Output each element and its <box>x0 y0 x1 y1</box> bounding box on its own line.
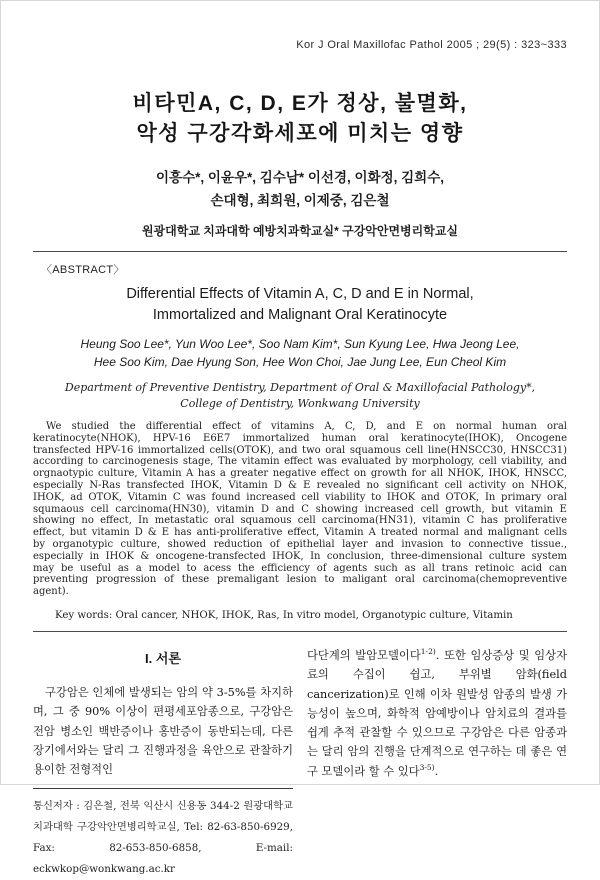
reference-superscript-2: 3-5) <box>419 762 435 772</box>
abstract-top-rule <box>33 251 567 252</box>
korean-authors-line2: 손대형, 최희원, 이제중, 김은철 <box>210 193 390 208</box>
english-authors-line2: Hee Soo Kim, Dae Hyung Son, Hee Won Choi, Jae Jung Lee, Eun Cheol Kim <box>93 355 507 369</box>
two-column-body <box>33 646 567 880</box>
english-article-title <box>1 284 599 326</box>
right-paragraph-text3: . <box>434 764 439 778</box>
introduction-heading: I. 서론 <box>145 650 181 666</box>
english-affiliation-line1: Department of Preventive Dentistry, Department of Oral & Maxillofacial Pathology*, <box>64 381 536 394</box>
abstract-bottom-rule <box>33 631 567 632</box>
footnote-divider <box>33 788 293 789</box>
journal-citation-header: Kor J Oral Maxillofac Pathol 2005 ; 29(5) : 323~333 <box>296 39 567 51</box>
korean-affiliation: 원광대학교 치과대학 예방치과학교실* 구강악안면병리학교실 <box>141 224 459 238</box>
introduction-right-paragraph <box>307 646 567 781</box>
korean-authors-line1: 이흥수*, 이윤우*, 김수남* 이선경, 이화정, 김희수, <box>155 170 444 185</box>
keywords-line: Key words: Oral cancer, NHOK, IHOK, Ras, In vitro model, Organotypic culture, Vitamin <box>55 609 513 621</box>
english-authors-line1: Heung Soo Lee*, Yun Woo Lee*, Soo Nam Kim*, Sun Kyung Lee, Hwa Jeong Lee, <box>80 337 520 351</box>
english-affiliation <box>1 380 599 412</box>
right-paragraph-text2: . 또한 임상증상 및 임상자료의 수집이 쉽고, 부위별 암화(field cancerization)로 인해 이차 원발성 암종의 발생 가능성이 높으며, 화학적 암예방이나 암치료의 결과를 쉽게 추적 관찰할 수 있으므로 구강암은 다른 암종과는 달리 암의 진행을 단계적으로 연구하는 데 좋은 연구 모델이라 할 수 있다 <box>307 648 567 778</box>
introduction-left-paragraph: 구강암은 인체에 발생되는 암의 약 3-5%를 차지하며, 그 중 90% 이상이 편평세포암종으로, 구강암은 전암 병소인 백반증이나 홍반증이 동반되는데, 다른 장기에서와는 달리 그 진행과정을 육안으로 관찰하기 용이한 전형적인 <box>33 685 293 777</box>
abstract-label: 〈ABSTRACT〉 <box>41 264 125 276</box>
abstract-body-text: We studied the differential effect of vitamins A, C, D, and E on normal human oral keratinocyte(NHOK), HPV-16 E6E7 immortalized human oral keratinocyte(IHOK), Oncogene transfected HPV-16 immortalized cells(OTOK), and two oral squamous cell line(HNSCC30, HNSCC31) according to carcinogenesis stage, The vitamin effect was evaluated by morphology, cell viability, and orgnaotypic culture, Vitamin A has a greater negative effect on growth for all NHOK, IHOK, HNSCC, especially N-Ras transfected IHOK, Vitamin D & E revealed no significant cell activity on NHOK, IHOK, ad OTOK, Vitamin C was found increased cell viability to IHOK and OTOK, In primary oral squmaous cell carcinoma(HN30), vitamin D and C showing increased cell growth, but vitamin E showing no effect, In metastatic oral squamous cell carcinoma(HN31), vitamin C has proliferative effect, but vitamin D & E has anti-proliferative effect, Vitamin A treated normal and malignant cells by organotypic culture, showed reduction of epithelial layer and invasion to connective tissue., especially in IHOK & oncogene-transfected IHOK, In conclusion, three-dimensional culture system may be useful as a model to acess the efficiency of agents such as all trans retinoic acid can preventing progression of these premaligant lesion to maligant oral carcinoma(chemopreventive agent). <box>33 421 567 598</box>
english-title-line1: Differential Effects of Vitamin A, C, D and E in Normal, <box>126 286 474 302</box>
english-affiliation-line2: College of Dentistry, Wonkwang University <box>180 397 420 410</box>
right-column <box>307 646 567 880</box>
korean-article-title <box>1 89 599 149</box>
reference-superscript-1: 1-2) <box>420 647 436 657</box>
corresponding-author-footnote: 통신저자 : 김은철, 전북 익산시 신용동 344-2 원광대학교 치과대학 구강악안면병리학교실, Tel: 82-63-850-6929, Fax: 82-653-850-6858, E-mail: eckwkop@wonkwang.ac.kr <box>33 800 293 876</box>
right-paragraph-text1: 다단계의 발암모델이다 <box>307 648 421 662</box>
korean-title-line2: 악성 구강각화세포에 미치는 영향 <box>136 122 464 145</box>
english-authors <box>1 335 599 371</box>
english-title-line2: Immortalized and Malignant Oral Keratinocyte <box>152 307 448 323</box>
korean-title-line1: 비타민A, C, D, E가 정상, 불멸화, <box>132 92 468 115</box>
korean-authors <box>1 166 599 212</box>
left-column <box>33 646 293 880</box>
